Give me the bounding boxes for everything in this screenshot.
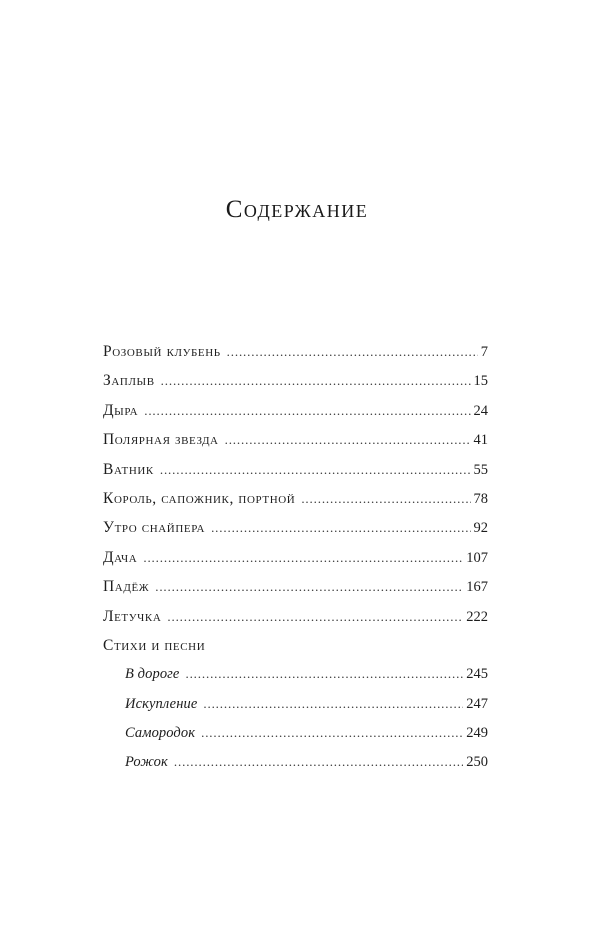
- toc-entry-title: Заплыв: [103, 372, 155, 390]
- toc-entry-title: Утро снайпера: [103, 519, 206, 537]
- toc-entry-page: 15: [473, 373, 488, 390]
- toc-section-title: Стихи и песни: [103, 636, 206, 654]
- dot-leader: [185, 666, 463, 682]
- toc-subentry-page: 249: [466, 725, 488, 742]
- toc-entry: [103, 343, 488, 372]
- toc-subentry: [103, 696, 488, 725]
- dot-leader: [161, 373, 471, 389]
- toc-entry-title: Падёж: [103, 578, 150, 596]
- toc-entry-title: Розовый клубень: [103, 343, 221, 360]
- dot-leader: [143, 550, 463, 566]
- toc-subentry-title: Самородок: [125, 725, 196, 742]
- dot-leader: [225, 432, 471, 448]
- toc-subentry: [103, 754, 488, 783]
- toc-subentry-page: 245: [466, 666, 488, 683]
- toc-entry: [103, 578, 488, 607]
- toc-subentry-page: 250: [466, 754, 488, 771]
- dot-leader: [167, 609, 463, 625]
- toc-entry-page: 41: [473, 432, 488, 449]
- page-title: Содержание: [225, 196, 369, 223]
- toc-subentry: [103, 666, 488, 695]
- toc-subentry-title: Искупление: [125, 695, 198, 712]
- toc-subentry-title: Рожок: [125, 754, 168, 771]
- toc-entry-page: 167: [466, 579, 488, 596]
- dot-leader: [227, 344, 478, 360]
- dot-leader: [144, 403, 470, 419]
- dot-leader: [301, 491, 470, 507]
- toc-entry: [103, 549, 488, 578]
- toc-entry: [103, 431, 488, 460]
- toc-section-heading: [103, 637, 488, 666]
- toc-entry-title: Дача: [103, 548, 138, 566]
- toc-entry-page: 222: [466, 608, 488, 625]
- toc-subentry-page: 247: [466, 695, 488, 712]
- toc-entry: [103, 372, 488, 401]
- toc-entry-page: 24: [473, 402, 488, 419]
- toc-entry: [103, 608, 488, 637]
- dot-leader: [174, 754, 463, 770]
- toc-subentry-title: В дороге: [125, 666, 180, 683]
- toc-subentry: [103, 725, 488, 754]
- dot-leader: [211, 520, 470, 536]
- toc-entry-title: Ватник: [103, 460, 154, 478]
- dot-leader: [160, 462, 471, 478]
- dot-leader: [203, 696, 463, 712]
- toc-entry: [103, 490, 488, 519]
- toc-entry: [103, 461, 488, 490]
- dot-leader: [155, 579, 463, 595]
- toc-entry-page: 55: [473, 461, 488, 478]
- table-of-contents: [103, 343, 488, 784]
- toc-entry: [103, 402, 488, 431]
- toc-entry-title: Король, сапожник, портной: [103, 489, 296, 507]
- toc-entry-title: Дыра: [103, 401, 139, 419]
- toc-entry-title: Полярная звезда: [103, 431, 219, 449]
- toc-entry-page: 78: [473, 490, 488, 507]
- toc-entry-title: Летучка: [103, 607, 162, 625]
- toc-entry-page: 92: [473, 520, 488, 537]
- toc-entry: [103, 519, 488, 548]
- toc-entry-page: 7: [480, 344, 488, 360]
- dot-leader: [201, 725, 463, 741]
- toc-entry-page: 107: [466, 549, 488, 566]
